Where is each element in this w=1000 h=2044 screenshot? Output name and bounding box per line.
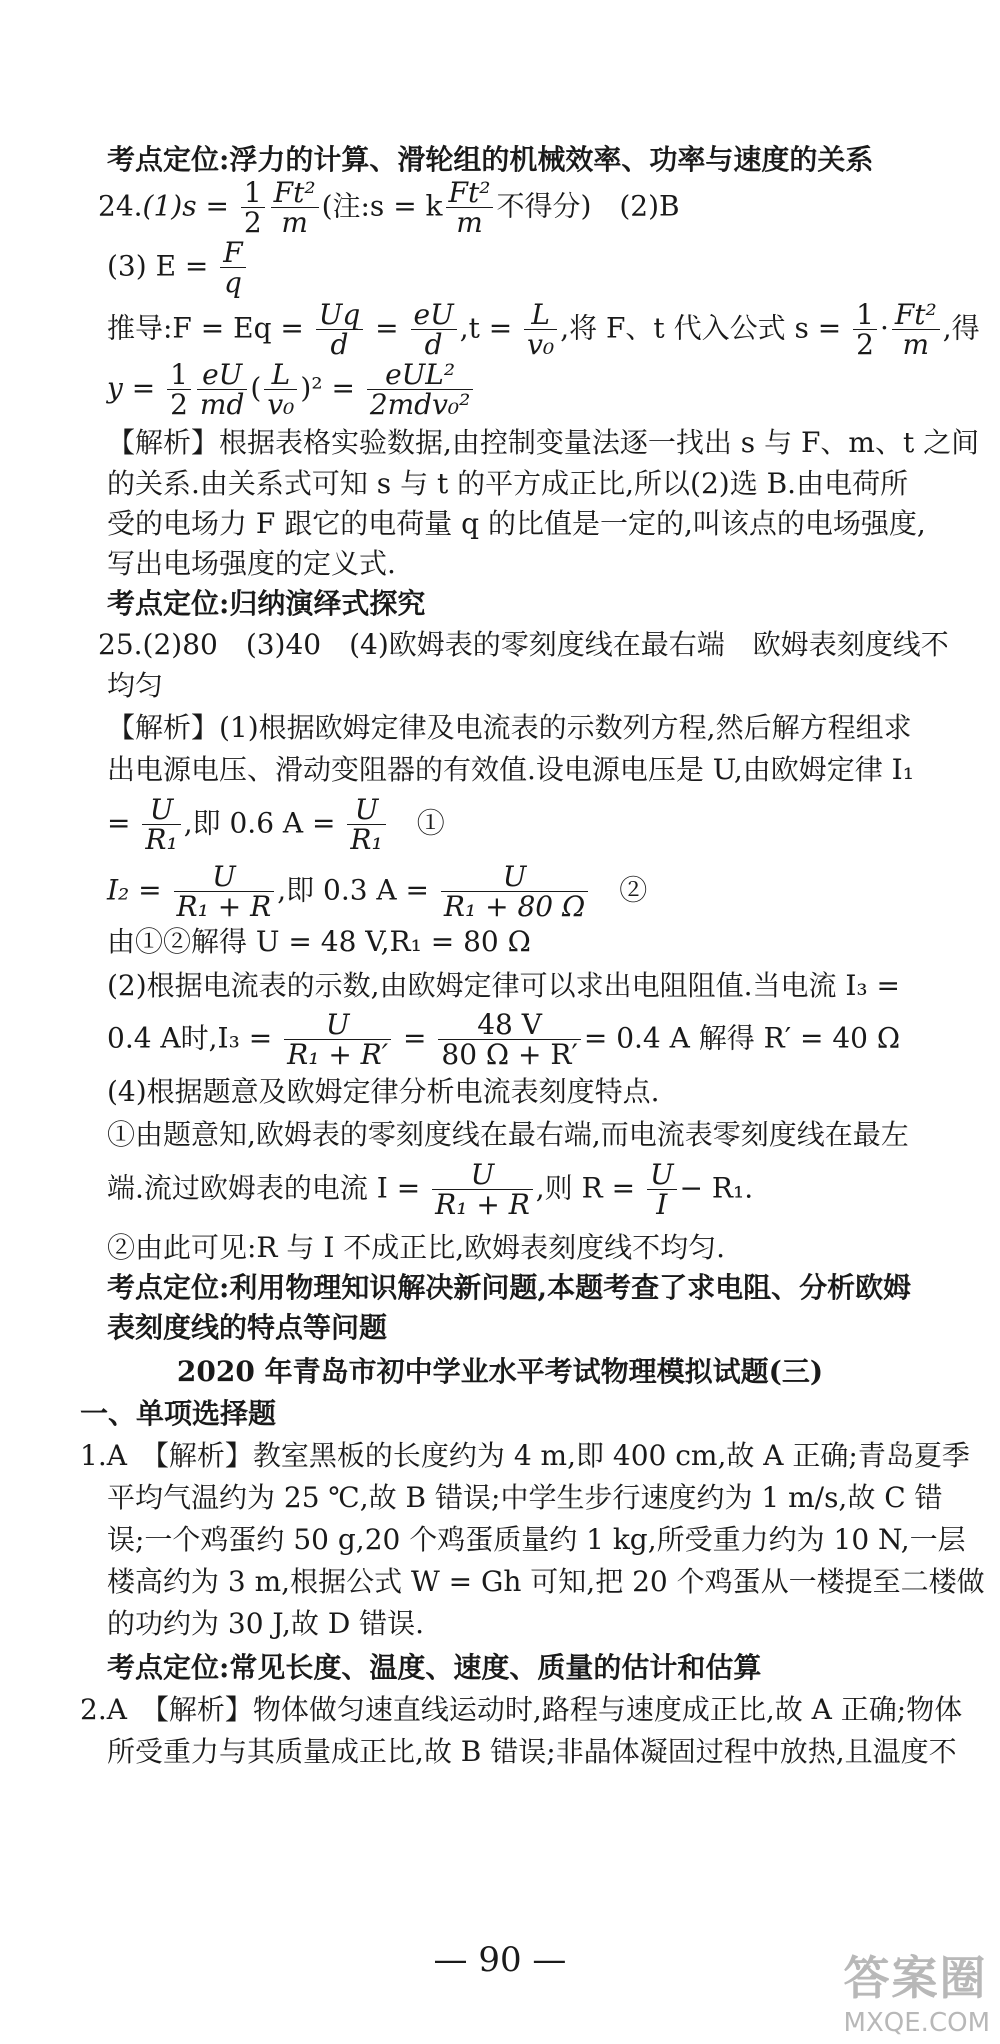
analysis-25-5: ①由题意知,欧姆表的零刻度线在最右端,而电流表零刻度线在最左: [107, 1118, 909, 1151]
fraction-u-r1r-2: $\frac{U}{\text{R₁ + R}}$: [432, 1160, 533, 1220]
fraction-ft2-m-2: $\frac{\text{Ft²}}{m}$: [892, 300, 940, 360]
answer-1-line5: 的功约为 30 J,故 D 错误.: [107, 1607, 425, 1640]
analysis-24-3: 受的电场力 F 跟它的电荷量 q 的比值是一定的,叫该点的电场强度,: [107, 507, 926, 540]
section-title: 2020 年青岛市初中学业水平考试物理模拟试题(三): [176, 1355, 824, 1388]
q24-part1: [98, 178, 890, 238]
page-number: — 90 —: [433, 1940, 567, 1980]
fraction-u-r1-2: $\frac{U}{\text{R₁}}$: [347, 795, 385, 855]
fraction-u-r1rp: $\frac{U}{\text{R₁ + R′}}$: [284, 1010, 391, 1070]
fraction-f-q: $\frac{F}{q}$: [220, 238, 245, 298]
fraction-half-3: $\frac{1}{2}$: [167, 360, 191, 420]
eq2-mid: ,即 0.3 A =: [277, 873, 438, 907]
eq4-end: − R₁.: [679, 1171, 754, 1205]
analysis-25-3: (2)根据电流表的示数,由欧姆定律可以求出电阻阻值.当电流 I₃ =: [107, 969, 901, 1002]
analysis-25-4: (4)根据题意及欧姆定律分析电流表刻度特点.: [107, 1075, 660, 1108]
eq4-mid: ,则 R =: [535, 1171, 644, 1205]
fraction-ft2-m: $\frac{\text{Ft²}}{m}$: [271, 178, 319, 238]
key-point-2: 考点定位:归纳演绎式探究: [107, 587, 426, 620]
fraction-result: $\frac{\text{eUL²}}{\text{2mdv₀²}}$: [367, 360, 474, 420]
y-eq: y =: [107, 371, 165, 405]
analysis-25-eq1: = $\frac{U}{\text{R₁}}$ ,即 0.6 A = $\frac{U}{\text{R₁}}$ ①: [107, 793, 445, 857]
analysis-25-6: ②由此可见:R 与 I 不成正比,欧姆表刻度线不均匀.: [107, 1231, 726, 1264]
analysis-24-2: 的关系.由关系式可知 s 与 t 的平方成正比,所以(2)选 B.由电荷所: [107, 467, 909, 500]
q24-part3: [107, 238, 890, 298]
watermark: [844, 1942, 990, 2038]
q24-label: 24.: [98, 189, 143, 223]
key-point-1: 考点定位:浮力的计算、滑轮组的机械效率、功率与速度的关系: [107, 143, 874, 176]
derivation-end: ,得: [942, 311, 980, 345]
i2-eq: I₂ =: [107, 873, 171, 907]
answer-2-line1: 2.A 【解析】物体做匀速直线运动时,路程与速度成正比,故 A 正确;物体: [80, 1693, 963, 1726]
fraction-l-v0: $\frac{L}{\text{v₀}}$: [524, 300, 557, 360]
analysis-25-eq3: 0.4 A时,I₃ = $\frac{U}{\text{R₁ + R′}}$ = $\frac{48 V}{80 \Omega + R'}$ = 0.4 A 解得 R′ = 40 Ω: [107, 1008, 901, 1072]
q24-y-formula: y = $\frac{1}{2}$ $\frac{eU}{md}$ ( $\frac{L}{\text{v₀}}$ )² = $\frac{\text{eUL²}}{\text{2mdv₀²}}$: [107, 360, 890, 420]
fraction-ft2-m-note: $\frac{\text{Ft²}}{m}$: [446, 178, 494, 238]
fraction-u-r1: $\frac{U}{\text{R₁}}$: [142, 795, 180, 855]
q25-answer-1: 25.(2)80 (3)40 (4)欧姆表的零刻度线在最右端 欧姆表刻度线不: [98, 628, 949, 661]
q24-s-eq: (1)s =: [142, 189, 238, 223]
answer-1-line3: 误;一个鸡蛋约 50 g,20 个鸡蛋质量约 1 kg,所受重力约为 10 N,一层: [107, 1523, 966, 1556]
answer-1-line1: 1.A 【解析】教室黑板的长度约为 4 m,即 400 cm,故 A 正确;青岛夏季: [80, 1439, 970, 1472]
analysis-25-solve: 由①②解得 U = 48 V,R₁ = 80 Ω: [107, 925, 531, 958]
watermark-url: MXQE.COM: [843, 2008, 990, 2038]
answer-1-line4: 楼高约为 3 m,根据公式 W = Gh 可知,把 20 个鸡蛋从一楼提至二楼做: [107, 1565, 985, 1598]
section-heading: 一、单项选择题: [80, 1397, 277, 1430]
q24-note-end: 不得分) (2)B: [496, 189, 680, 223]
key-point-4: 考点定位:常见长度、温度、速度、质量的估计和估算: [107, 1651, 762, 1684]
derivation-start: 推导:F = Eq =: [107, 311, 313, 345]
fraction-half-2: $\frac{1}{2}$: [853, 300, 877, 360]
analysis-25-1: 【解析】(1)根据欧姆定律及电流表的示数列方程,然后解方程组求: [107, 711, 912, 744]
analysis-24-4: 写出电场强度的定义式.: [107, 547, 396, 580]
q24-note: (注:s = k: [321, 189, 443, 223]
circle-2: ②: [619, 873, 648, 907]
fraction-half: $\frac{1}{2}$: [241, 178, 265, 238]
analysis-25-2: 出电源电压、滑动变阻器的有效值.设电源电压是 U,由欧姆定律 I₁: [107, 753, 914, 786]
eq4-pre: 端.流过欧姆表的电流 I =: [107, 1171, 430, 1205]
fraction-eu-md: $\frac{eU}{md}$: [197, 360, 247, 420]
eq3-end: = 0.4 A 解得 R′ = 40 Ω: [583, 1021, 901, 1055]
analysis-24-1: 【解析】根据表格实验数据,由控制变量法逐一找出 s 与 F、m、t 之间: [107, 426, 980, 459]
fraction-l-v0-2: $\frac{L}{\text{v₀}}$: [264, 360, 297, 420]
eq3-pre: 0.4 A时,I₃ =: [107, 1021, 282, 1055]
watermark-logo: 答案圈: [843, 1951, 988, 2005]
q25-answer-2: 均匀: [107, 669, 164, 702]
t-eq: ,t =: [459, 311, 522, 345]
fraction-48v: $\frac{48 V}{80 \Omega + R'}$: [438, 1010, 580, 1070]
fraction-uq-d: $\frac{Uq}{d}$: [316, 300, 364, 360]
eq1-mid: ,即 0.6 A =: [183, 806, 345, 840]
q24-e-eq: (3) E =: [107, 249, 218, 283]
key-point-3b: 表刻度线的特点等问题: [107, 1311, 388, 1344]
fraction-eu-d: $\frac{eU}{d}$: [411, 300, 457, 360]
circle-1: ①: [416, 806, 445, 840]
fraction-u-r180: $\frac{U}{\text{R₁ + 80 Ω}}$: [441, 862, 588, 922]
answer-2-line2: 所受重力与其质量成正比,故 B 错误;非晶体凝固过程中放热,且温度不: [107, 1735, 957, 1768]
analysis-25-eq4: [107, 1160, 890, 1220]
analysis-25-eq2: [107, 862, 890, 922]
fraction-u-i: $\frac{U}{I}$: [647, 1160, 677, 1220]
fraction-u-r1r: $\frac{U}{\text{R₁ + R}}$: [174, 862, 275, 922]
q24-derivation: 推导:F = Eq = $\frac{Uq}{d}$ = $\frac{eU}{d}$ ,t = $\frac{L}{\text{v₀}}$ ,将 F、t 代入公式 s = $\frac{1}{2}$ · $\frac{\text{Ft²}}{m}$ ,得: [107, 298, 980, 362]
key-point-3a: 考点定位:利用物理知识解决新问题,本题考查了求电阻、分析欧姆: [107, 1271, 912, 1304]
derivation-mid: ,将 F、t 代入公式 s =: [560, 311, 851, 345]
answer-1-line2: 平均气温约为 25 ℃,故 B 错误;中学生步行速度约为 1 m/s,故 C 错: [107, 1481, 943, 1514]
